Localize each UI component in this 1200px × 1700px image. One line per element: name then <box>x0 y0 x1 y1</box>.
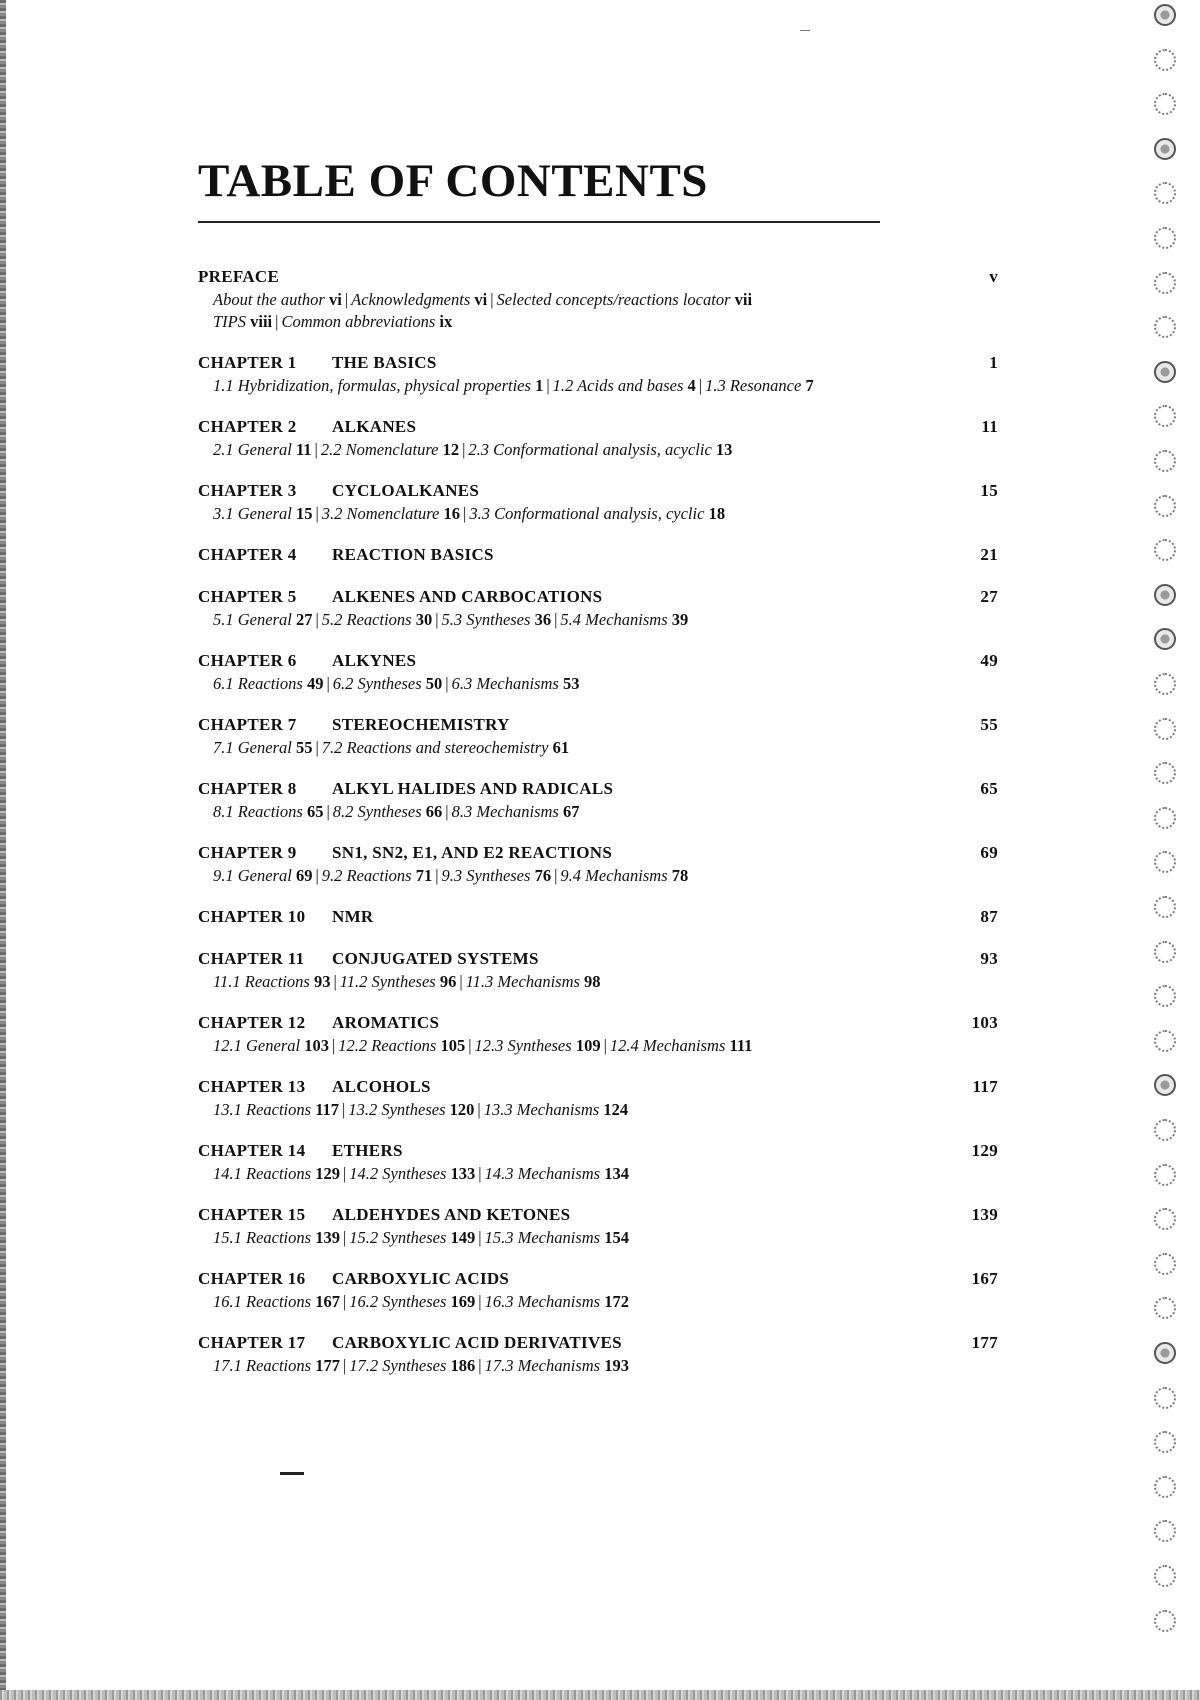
binding-ring <box>1154 539 1176 561</box>
binding-ring <box>1154 1431 1176 1453</box>
binding-ring <box>1154 361 1176 383</box>
subsection-page: vii <box>734 290 753 309</box>
subsection-page: 13 <box>715 440 733 459</box>
subsection-page: 55 <box>295 738 313 757</box>
entry-subsections <box>198 1291 998 1313</box>
subsection-separator: | <box>344 290 349 309</box>
entry-heading <box>198 1333 998 1355</box>
subsection-separator: | <box>603 1036 607 1055</box>
entry-subsections <box>198 801 998 823</box>
entry-subsections <box>198 311 998 333</box>
subsection-page: 139 <box>315 1228 340 1247</box>
entry-subsections <box>198 737 998 759</box>
binding-ring <box>1154 182 1176 204</box>
toc-entry <box>198 481 998 525</box>
entry-page-number: 177 <box>971 1333 998 1352</box>
subsection-separator: | <box>342 1228 347 1247</box>
subsection-page: 186 <box>450 1356 476 1375</box>
entry-heading <box>198 481 998 503</box>
subsection-page: 167 <box>315 1292 340 1311</box>
entry-label: CHAPTER 1 <box>198 353 297 372</box>
toc-entry <box>198 353 998 397</box>
binding-ring <box>1154 4 1176 26</box>
entry-title: CARBOXYLIC ACID DERIVATIVES <box>332 1333 622 1352</box>
subsection-label: 9.1 General <box>213 866 292 885</box>
subsection-label: Common abbreviations <box>281 312 436 331</box>
subsection-page: 117 <box>315 1100 340 1119</box>
subsection-separator: | <box>546 376 550 395</box>
entry-page-number: 129 <box>971 1141 998 1160</box>
subsection-label: 17.2 Syntheses <box>349 1356 447 1375</box>
subsection-label: 5.2 Reactions <box>321 610 412 629</box>
subsection-separator: | <box>463 504 467 523</box>
entry-page-number: 139 <box>971 1205 998 1224</box>
binding-ring <box>1154 1074 1176 1096</box>
binding-ring <box>1154 138 1176 160</box>
subsection-label: 15.1 Reactions <box>213 1228 312 1247</box>
entry-subsections <box>198 1099 998 1121</box>
toc-entry <box>198 267 998 333</box>
entry-subsections <box>198 865 998 887</box>
scan-bottom-edge <box>0 1690 1200 1700</box>
binding-ring <box>1154 405 1176 427</box>
entry-heading <box>198 715 998 737</box>
subsection-label: 1.1 Hybridization, formulas, physical properties <box>213 376 531 395</box>
subsection-separator: | <box>459 972 463 991</box>
entry-subsections <box>198 289 998 311</box>
subsection-page: 172 <box>604 1292 629 1311</box>
entry-label: CHAPTER 15 <box>198 1205 306 1224</box>
subsection-separator: | <box>468 1036 472 1055</box>
subsection-page: 154 <box>604 1228 629 1247</box>
entry-heading <box>198 949 998 971</box>
entry-page-number: v <box>989 267 998 286</box>
entry-title: CYCLOALKANES <box>332 481 480 500</box>
subsection-page: 61 <box>552 738 570 757</box>
subsection-label: 3.3 Conformational analysis, cyclic <box>469 504 705 523</box>
entry-title: ALKYL HALIDES AND RADICALS <box>332 779 614 798</box>
subsection-label: 9.3 Syntheses <box>441 866 531 885</box>
subsection-label: 15.2 Syntheses <box>349 1228 447 1247</box>
subsection-label: 2.1 General <box>213 440 292 459</box>
subsection-page: 98 <box>584 972 601 991</box>
spiral-binding <box>1136 0 1200 1700</box>
entry-label: CHAPTER 16 <box>198 1269 306 1288</box>
subsection-label: 16.1 Reactions <box>213 1292 312 1311</box>
subsection-label: 2.2 Nomenclature <box>320 440 439 459</box>
subsection-label: 12.2 Reactions <box>338 1036 437 1055</box>
entry-title: STEREOCHEMISTRY <box>332 715 510 734</box>
subsection-label: 5.4 Mechanisms <box>560 610 668 629</box>
entry-label: CHAPTER 2 <box>198 417 297 436</box>
subsection-page: 11 <box>295 440 312 459</box>
subsection-label: 11.1 Reactions <box>213 972 310 991</box>
subsection-label: 6.3 Mechanisms <box>451 674 559 693</box>
subsection-label: 3.2 Nomenclature <box>321 504 440 523</box>
subsection-page: 93 <box>313 972 331 991</box>
toc-entry <box>198 779 998 823</box>
entry-title: CARBOXYLIC ACIDS <box>332 1269 510 1288</box>
subsection-label: 6.2 Syntheses <box>332 674 422 693</box>
toc-entry <box>198 417 998 461</box>
subsection-page: 50 <box>425 674 443 693</box>
subsection-label: 8.3 Mechanisms <box>451 802 559 821</box>
entry-page-number: 15 <box>980 481 998 500</box>
entry-title: REACTION BASICS <box>332 545 494 564</box>
subsection-label: TIPS <box>213 312 246 331</box>
subsection-page: 193 <box>604 1356 629 1375</box>
entry-page-number: 65 <box>980 779 998 798</box>
subsection-page: 149 <box>450 1228 476 1247</box>
subsection-separator: | <box>445 802 449 821</box>
entry-subsections <box>198 439 998 461</box>
entry-page-number: 103 <box>971 1013 998 1032</box>
subsection-page: 129 <box>315 1164 340 1183</box>
binding-ring <box>1154 628 1176 650</box>
entry-page-number: 117 <box>972 1077 998 1096</box>
entry-label: CHAPTER 9 <box>198 843 297 862</box>
subsection-label: 13.2 Syntheses <box>348 1100 446 1119</box>
subsection-separator: | <box>477 1100 481 1119</box>
toc-entry <box>198 907 998 929</box>
subsection-label: 8.1 Reactions <box>213 802 303 821</box>
subsection-label: 1.2 Acids and bases <box>552 376 684 395</box>
entry-page-number: 27 <box>980 587 998 606</box>
entry-title: THE BASICS <box>332 353 437 372</box>
binding-ring <box>1154 1164 1176 1186</box>
binding-ring <box>1154 1297 1176 1319</box>
subsection-separator: | <box>698 376 703 395</box>
entry-heading <box>198 1013 998 1035</box>
title-rule <box>198 221 880 223</box>
subsection-label: 12.3 Syntheses <box>474 1036 572 1055</box>
toc-entry <box>198 1269 998 1313</box>
subsection-page: 49 <box>306 674 324 693</box>
subsection-label: 2.3 Conformational analysis, acyclic <box>468 440 712 459</box>
binding-ring <box>1154 49 1176 71</box>
entry-label: CHAPTER 11 <box>198 949 305 968</box>
subsection-separator: | <box>435 610 439 629</box>
entry-subsections <box>198 971 998 993</box>
scan-mark-bottom <box>280 1472 304 1475</box>
subsection-label: 14.3 Mechanisms <box>484 1164 601 1183</box>
subsection-separator: | <box>333 972 337 991</box>
subsection-separator: | <box>435 866 439 885</box>
subsection-page: 67 <box>562 802 580 821</box>
subsection-label: 7.1 General <box>213 738 292 757</box>
subsection-page: 39 <box>671 610 689 629</box>
subsection-separator: | <box>478 1356 482 1375</box>
entry-page-number: 167 <box>971 1269 998 1288</box>
entry-label: CHAPTER 6 <box>198 651 297 670</box>
binding-ring <box>1154 1476 1176 1498</box>
subsection-page: 65 <box>306 802 324 821</box>
entry-title: ALKENES AND CARBOCATIONS <box>332 587 603 606</box>
subsection-page: 103 <box>304 1036 329 1055</box>
subsection-label: 12.1 General <box>213 1036 301 1055</box>
subsection-label: Selected concepts/reactions locator <box>496 290 731 309</box>
entry-heading <box>198 1141 998 1163</box>
subsection-page: ix <box>439 312 453 331</box>
entry-subsections <box>198 1163 998 1185</box>
subsection-page: 30 <box>415 610 433 629</box>
toc-entry <box>198 1013 998 1057</box>
binding-ring <box>1154 495 1176 517</box>
subsection-label: 12.4 Mechanisms <box>609 1036 726 1055</box>
subsection-separator: | <box>315 504 319 523</box>
subsection-separator: | <box>342 1164 347 1183</box>
toc-entry <box>198 1141 998 1185</box>
subsection-separator: | <box>326 802 330 821</box>
subsection-separator: | <box>342 1356 347 1375</box>
entry-page-number: 87 <box>980 907 998 926</box>
subsection-label: 11.2 Syntheses <box>339 972 436 991</box>
entry-page-number: 49 <box>980 651 998 670</box>
entry-page-number: 21 <box>980 545 998 564</box>
toc-entry <box>198 715 998 759</box>
subsection-separator: | <box>478 1292 482 1311</box>
binding-ring <box>1154 1565 1176 1587</box>
subsection-label: 17.1 Reactions <box>213 1356 312 1375</box>
subsection-page: 1 <box>535 376 544 395</box>
toc-entry <box>198 1333 998 1377</box>
subsection-label: 14.2 Syntheses <box>349 1164 447 1183</box>
entry-subsections <box>198 503 998 525</box>
entry-label: CHAPTER 5 <box>198 587 297 606</box>
entry-label: CHAPTER 4 <box>198 545 297 564</box>
subsection-label: 15.3 Mechanisms <box>484 1228 601 1247</box>
entry-page-number: 69 <box>980 843 998 862</box>
subsection-page: 169 <box>450 1292 476 1311</box>
entry-heading <box>198 353 998 375</box>
entry-page-number: 93 <box>980 949 998 968</box>
binding-ring <box>1154 1208 1176 1230</box>
binding-ring <box>1154 896 1176 918</box>
subsection-page: 78 <box>671 866 689 885</box>
toc-entry <box>198 1077 998 1121</box>
subsection-page: 53 <box>562 674 580 693</box>
entry-page-number: 1 <box>989 353 998 372</box>
subsection-page: 66 <box>425 802 443 821</box>
subsection-page: 109 <box>575 1036 601 1055</box>
subsection-page: 12 <box>442 440 460 459</box>
subsection-separator: | <box>478 1164 482 1183</box>
subsection-label: 5.3 Syntheses <box>441 610 531 629</box>
entry-title: ALDEHYDES AND KETONES <box>332 1205 571 1224</box>
entry-heading <box>198 1269 998 1291</box>
entry-title: ALKANES <box>332 417 417 436</box>
subsection-label: 5.1 General <box>213 610 292 629</box>
subsection-separator: | <box>315 610 319 629</box>
entry-page-number: 11 <box>981 417 998 436</box>
subsection-label: 13.3 Mechanisms <box>483 1100 600 1119</box>
subsection-separator: | <box>315 866 319 885</box>
toc-entry <box>198 1205 998 1249</box>
binding-ring <box>1154 941 1176 963</box>
subsection-separator: | <box>554 866 558 885</box>
subsection-separator: | <box>315 738 319 757</box>
entry-subsections <box>198 375 998 397</box>
subsection-page: 16 <box>443 504 461 523</box>
subsection-page: 105 <box>440 1036 466 1055</box>
subsection-label: 16.2 Syntheses <box>349 1292 447 1311</box>
subsection-label: 9.2 Reactions <box>321 866 412 885</box>
entry-title: NMR <box>332 907 374 926</box>
page-title: TABLE OF CONTENTS <box>198 155 708 207</box>
entry-subsections <box>198 1355 998 1377</box>
subsection-page: 177 <box>315 1356 340 1375</box>
subsection-separator: | <box>314 440 318 459</box>
entry-subsections <box>198 1035 998 1057</box>
binding-ring <box>1154 93 1176 115</box>
entry-title: ALKYNES <box>332 651 417 670</box>
subsection-label: 7.2 Reactions and stereochemistry <box>321 738 549 757</box>
entry-heading <box>198 1205 998 1227</box>
subsection-separator: | <box>478 1228 482 1247</box>
entry-title: SN1, SN2, E1, AND E2 REACTIONS <box>332 843 613 862</box>
subsection-label: About the author <box>213 290 325 309</box>
subsection-page: 69 <box>295 866 313 885</box>
subsection-label: 6.1 Reactions <box>213 674 303 693</box>
subsection-page: 7 <box>805 376 814 395</box>
subsection-separator: | <box>445 674 449 693</box>
subsection-label: 16.3 Mechanisms <box>484 1292 601 1311</box>
binding-ring <box>1154 851 1176 873</box>
subsection-page: 36 <box>534 610 552 629</box>
subsection-separator: | <box>462 440 466 459</box>
entry-title: CONJUGATED SYSTEMS <box>332 949 539 968</box>
entry-subsections <box>198 1227 998 1249</box>
binding-ring <box>1154 1520 1176 1542</box>
entry-label: CHAPTER 10 <box>198 907 306 926</box>
subsection-page: 133 <box>450 1164 476 1183</box>
entry-heading <box>198 651 998 673</box>
binding-ring <box>1154 450 1176 472</box>
subsection-label: 3.1 General <box>213 504 292 523</box>
entry-heading <box>198 779 998 801</box>
subsection-page: viii <box>250 312 273 331</box>
entry-heading <box>198 907 998 929</box>
entry-heading <box>198 587 998 609</box>
entry-title: AROMATICS <box>332 1013 440 1032</box>
subsection-page: 18 <box>708 504 726 523</box>
binding-ring <box>1154 272 1176 294</box>
entry-heading <box>198 1077 998 1099</box>
subsection-separator: | <box>342 1100 346 1119</box>
subsection-page: 71 <box>415 866 433 885</box>
subsection-page: 120 <box>449 1100 475 1119</box>
toc-entry <box>198 587 998 631</box>
entry-title: ALCOHOLS <box>332 1077 431 1096</box>
entry-heading <box>198 417 998 439</box>
binding-ring <box>1154 1253 1176 1275</box>
subsection-page: 4 <box>687 376 696 395</box>
subsection-separator: | <box>490 290 494 309</box>
subsection-page: 76 <box>534 866 552 885</box>
toc-entry <box>198 843 998 887</box>
entry-subsections <box>198 609 998 631</box>
entry-label: PREFACE <box>198 267 280 286</box>
binding-ring <box>1154 718 1176 740</box>
subsection-page: 134 <box>604 1164 629 1183</box>
scan-left-edge <box>0 0 6 1700</box>
toc-entry <box>198 651 998 695</box>
subsection-page: 96 <box>439 972 457 991</box>
subsection-label: 9.4 Mechanisms <box>560 866 668 885</box>
entry-label: CHAPTER 3 <box>198 481 297 500</box>
entry-heading <box>198 843 998 865</box>
scan-mark-top <box>800 30 810 31</box>
subsection-page: 111 <box>729 1036 753 1055</box>
binding-ring <box>1154 762 1176 784</box>
subsection-page: 124 <box>603 1100 629 1119</box>
subsection-separator: | <box>275 312 279 331</box>
subsection-page: 15 <box>295 504 313 523</box>
subsection-label: 14.1 Reactions <box>213 1164 312 1183</box>
binding-ring <box>1154 1610 1176 1632</box>
subsection-label: 17.3 Mechanisms <box>484 1356 601 1375</box>
subsection-separator: | <box>342 1292 347 1311</box>
entry-label: CHAPTER 8 <box>198 779 297 798</box>
binding-ring <box>1154 807 1176 829</box>
subsection-separator: | <box>326 674 330 693</box>
entry-heading <box>198 267 998 289</box>
toc-entry <box>198 949 998 993</box>
entry-page-number: 55 <box>980 715 998 734</box>
toc-entry <box>198 545 998 567</box>
binding-ring <box>1154 584 1176 606</box>
binding-ring <box>1154 316 1176 338</box>
subsection-label: 13.1 Reactions <box>213 1100 312 1119</box>
binding-ring <box>1154 985 1176 1007</box>
subsection-separator: | <box>331 1036 336 1055</box>
entry-subsections <box>198 673 998 695</box>
binding-ring <box>1154 1030 1176 1052</box>
subsection-label: 1.3 Resonance <box>705 376 802 395</box>
subsection-separator: | <box>554 610 558 629</box>
entry-label: CHAPTER 7 <box>198 715 297 734</box>
table-of-contents <box>198 267 998 1397</box>
entry-label: CHAPTER 17 <box>198 1333 306 1352</box>
subsection-label: 11.3 Mechanisms <box>465 972 580 991</box>
entry-label: CHAPTER 14 <box>198 1141 306 1160</box>
entry-label: CHAPTER 12 <box>198 1013 306 1032</box>
binding-ring <box>1154 1342 1176 1364</box>
entry-title: ETHERS <box>332 1141 403 1160</box>
subsection-page: 27 <box>295 610 313 629</box>
binding-ring <box>1154 227 1176 249</box>
binding-ring <box>1154 673 1176 695</box>
subsection-label: Acknowledgments <box>351 290 471 309</box>
entry-heading <box>198 545 998 567</box>
binding-ring <box>1154 1119 1176 1141</box>
subsection-page: vi <box>474 290 488 309</box>
subsection-label: 8.2 Syntheses <box>332 802 422 821</box>
entry-label: CHAPTER 13 <box>198 1077 306 1096</box>
subsection-page: vi <box>328 290 342 309</box>
binding-ring <box>1154 1387 1176 1409</box>
